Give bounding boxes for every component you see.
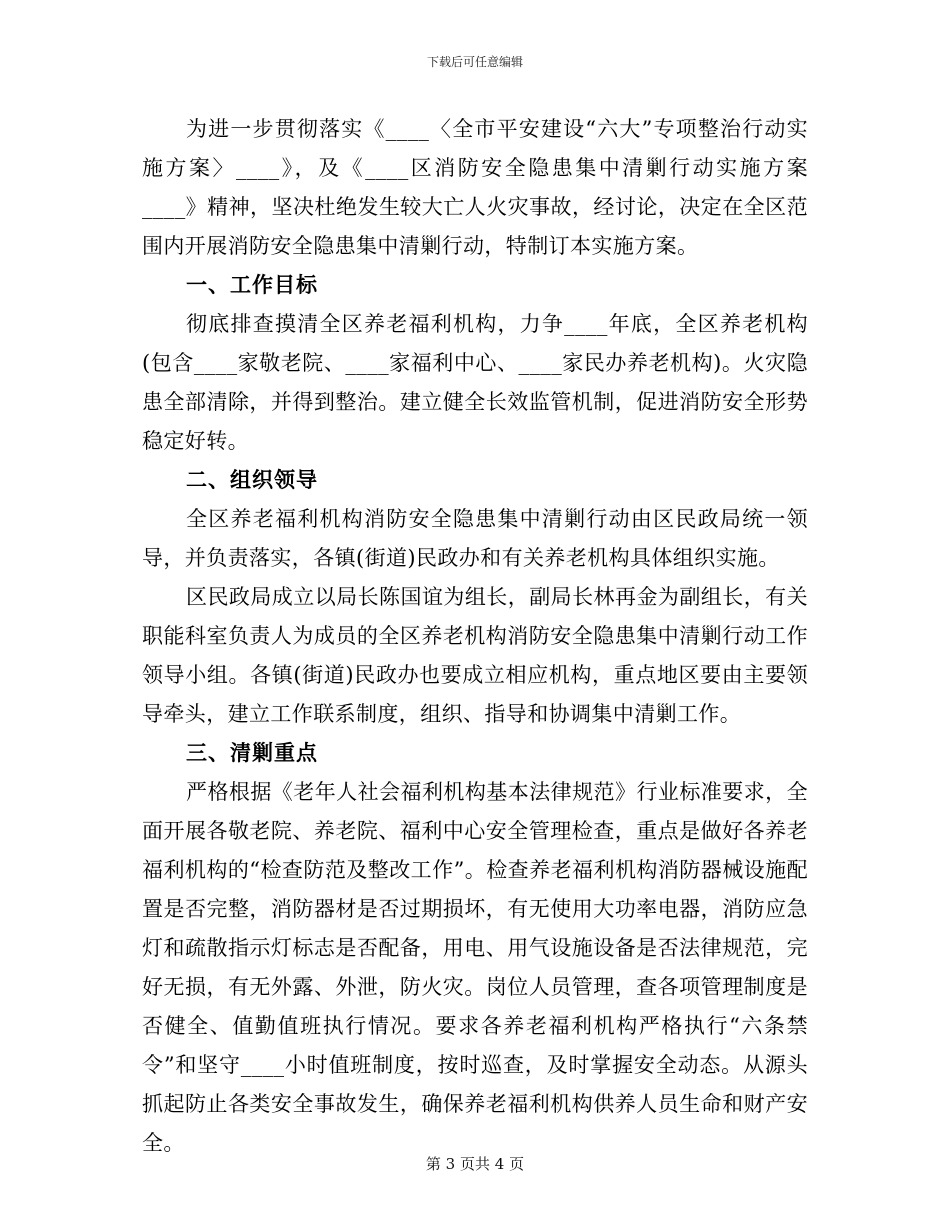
section-heading-goals: 一、工作目标 — [186, 273, 318, 297]
leadership-paragraph-2: 区民政局成立以局长陈国谊为组长，副局长林再金为副组长，有关职能科室负责人为成员的全区养老机构消防安全隐患集中清剿行动工作领导小组。各镇(街道)民政办也要成立相应机构，重点地区要由主要领导牵头，建立工作联系制度，组织、指导和协调集中清剿工作。 — [142, 585, 808, 726]
section-heading-focus: 三、清剿重点 — [186, 741, 318, 765]
page-footer: 第 3 页共 4 页 — [425, 1155, 525, 1173]
goals-paragraph: 彻底排查摸清全区养老福利机构，力争____年底，全区养老机构(包含____家敬老院、____家福利中心、____家民办养老机构)。火灾隐患全部清除，并得到整治。建立健全长效监管机制，促进消防安全形势稳定好转。 — [142, 312, 808, 453]
focus-paragraph: 严格根据《老年人社会福利机构基本法律规范》行业标准要求，全面开展各敬老院、养老院、福利中心安全管理检查，重点是做好各养老福利机构的“检查防范及整改工作”。检查养老福利机构消防器械设施配置是否完整，消防器材是否过期损坏，有无使用大功率电器，消防应急灯和疏散指示灯标志是否配备，用电、用气设施设备是否法律规范，完好无损，有无外露、外泄，防火灾。岗位人员管理，查各项管理制度是否健全、值勤值班执行情况。要求各养老福利机构严格执行“六条禁令”和坚守____小时值班制度，按时巡查，及时掌握安全动态。从源头抓起防止各类安全事故发生，确保养老福利机构供养人员生命和财产安全。 — [142, 780, 808, 1155]
leadership-paragraph-1: 全区养老福利机构消防安全隐患集中清剿行动由区民政局统一领导，并负责落实，各镇(街道)民政办和有关养老机构具体组织实施。 — [142, 507, 808, 570]
document-body — [142, 110, 808, 1163]
intro-paragraph: 为进一步贯彻落实《____〈全市平安建设“六大”专项整治行动实施方案〉____》，及《____区消防安全隐患集中清剿行动实施方案____》精神，坚决杜绝发生较大亡人火灾事故，经讨论，决定在全区范围内开展消防安全隐患集中清剿行动，特制订本实施方案。 — [142, 117, 808, 258]
section-heading-leadership: 二、组织领导 — [186, 468, 318, 492]
page-header: 下载后可任意编辑 — [426, 55, 523, 69]
